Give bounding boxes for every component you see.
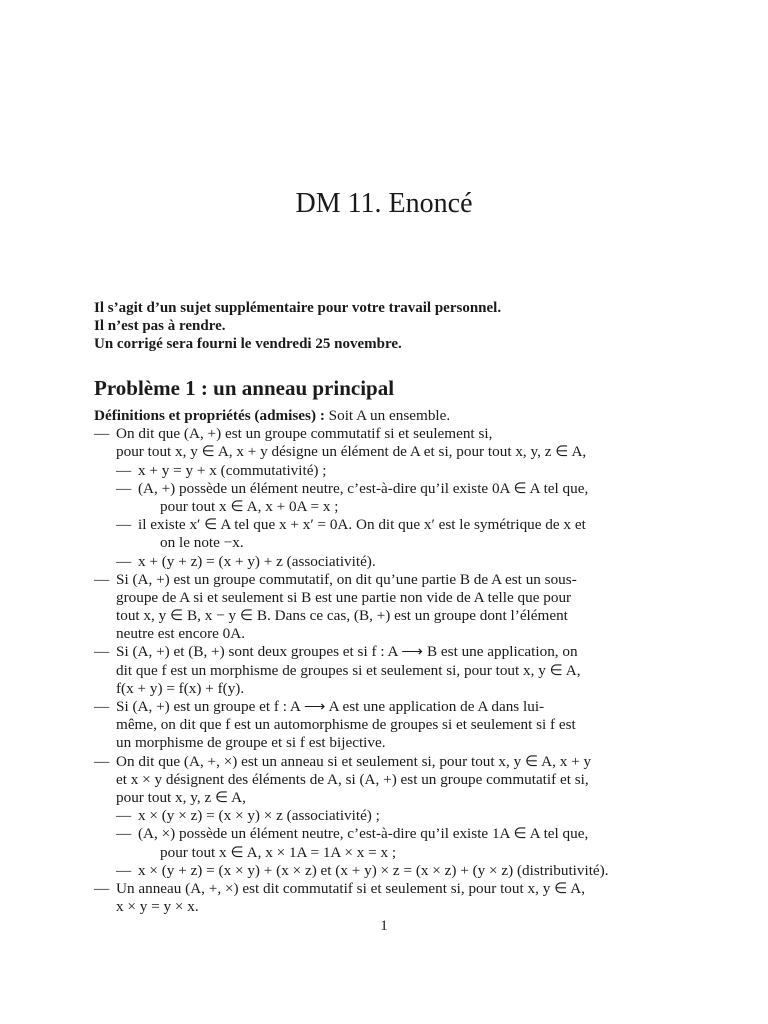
bullet-dash: —	[116, 825, 132, 843]
bullet-dash: —	[94, 698, 110, 715]
line-text: un morphisme de groupe et si f est bijective.	[116, 734, 386, 752]
line-text: x × (y + z) = (x × y) + (x × z) et (x + y) × z = (x × z) + (y × z) (distributivité).	[138, 861, 609, 879]
page-number: 1	[380, 918, 388, 934]
list-item-continuation	[94, 789, 666, 807]
bullet-dash: —	[94, 879, 110, 897]
list-item-continuation	[94, 898, 666, 916]
line-text: x + y = y + x (commutativité) ;	[138, 461, 327, 479]
line-text: et x × y désignent des éléments de A, si (A, +) est un groupe commutatif et si,	[116, 770, 589, 788]
bullet-dash: —	[94, 752, 110, 770]
bullet-dash: —	[116, 807, 132, 825]
intro-line: Il s’agit d’un sujet supplémentaire pour votre travail personnel.	[94, 300, 502, 316]
list-item-continuation	[94, 716, 666, 734]
intro-line: Il n’est pas à rendre.	[94, 318, 226, 334]
sub-list-item-continuation	[94, 534, 666, 552]
intro-line: Un corrigé sera fourni le vendredi 25 novembre.	[94, 336, 402, 352]
sub-list-item	[94, 807, 666, 825]
bullet-dash: —	[94, 570, 110, 588]
line-text: groupe de A si et seulement si B est une partie non vide de A telle que pour	[116, 588, 572, 606]
line-text: On dit que (A, +, ×) est un anneau si et seulement si, pour tout x, y ∈ A, x + y	[116, 752, 592, 770]
definitions-label: Définitions et propriétés (admises) :	[94, 407, 325, 424]
line-text: Si (A, +) est un groupe et f : A ⟶ A est une application de A dans lui-	[116, 698, 545, 715]
list-item	[94, 698, 666, 716]
line-text: même, on dit que f est un automorphisme de groupes si et seulement si f est	[116, 716, 576, 734]
bullet-dash: —	[116, 461, 132, 479]
line-text: x × (y × z) = (x × y) × z (associativité) ;	[138, 807, 380, 825]
bullet-dash: —	[116, 861, 132, 879]
line-text: neutre est encore 0A.	[116, 625, 246, 643]
sub-list-item	[94, 480, 666, 498]
list-item-continuation	[94, 607, 666, 625]
list-item	[94, 880, 666, 898]
sub-list-item	[94, 862, 666, 880]
list-item-continuation	[94, 662, 666, 680]
line-text: x × y = y × x.	[116, 898, 199, 916]
list-item-continuation	[94, 734, 666, 752]
sub-list-item	[94, 462, 666, 480]
definitions-lead: Soit A un ensemble.	[324, 407, 451, 424]
sub-list-item	[94, 825, 666, 843]
intro-notice	[94, 299, 674, 353]
list-item	[94, 571, 666, 589]
bullet-dash: —	[116, 479, 132, 497]
sub-list-item	[94, 516, 666, 534]
list-item-continuation	[94, 625, 666, 643]
line-text: pour tout x ∈ A, x + 0A = x ;	[160, 497, 339, 515]
line-text: tout x, y ∈ B, x − y ∈ B. Dans ce cas, (B, +) est un groupe dont l’élément	[116, 607, 568, 625]
bullet-dash: —	[116, 552, 132, 570]
bullet-dash: —	[94, 643, 110, 661]
line-text: (A, ×) possède un élément neutre, c’est-à-dire qu’il existe 1A ∈ A tel que,	[138, 825, 589, 843]
bullet-dash: —	[116, 516, 132, 534]
line-text: x + (y + z) = (x + y) + z (associativité).	[138, 552, 376, 570]
line-text: il existe x′ ∈ A tel que x + x′ = 0A. On dit que x′ est le symétrique de x et	[138, 516, 586, 534]
section-title: Problème 1 : un anneau principal	[94, 376, 395, 400]
list-item	[94, 753, 666, 771]
definitions-body	[94, 407, 666, 916]
list-item-continuation	[94, 680, 666, 698]
list-item	[94, 425, 666, 443]
line-text: (A, +) possède un élément neutre, c’est-à-dire qu’il existe 0A ∈ A tel que,	[138, 479, 589, 497]
line-text: Un anneau (A, +, ×) est dit commutatif si et seulement si, pour tout x, y ∈ A,	[116, 879, 586, 897]
document-title: DM 11. Enoncé	[295, 188, 473, 219]
line-text: Si (A, +) est un groupe commutatif, on dit qu’une partie B de A est un sous-	[116, 570, 577, 588]
line-text: pour tout x, y, z ∈ A,	[116, 788, 246, 806]
bullet-dash: —	[94, 425, 110, 443]
line-text: dit que f est un morphisme de groupes si et seulement si, pour tout x, y ∈ A,	[116, 661, 581, 679]
line-text: pour tout x, y ∈ A, x + y désigne un élément de A et si, pour tout x, y, z ∈ A,	[116, 443, 587, 461]
list-item-continuation	[94, 443, 666, 461]
list-item-continuation	[94, 589, 666, 607]
list-item-continuation	[94, 771, 666, 789]
line-text: on le note −x.	[160, 534, 244, 552]
line-text: On dit que (A, +) est un groupe commutatif si et seulement si,	[116, 425, 493, 443]
sub-list-item-continuation	[94, 844, 666, 862]
definitions-header	[94, 407, 666, 425]
line-text: pour tout x ∈ A, x × 1A = 1A × x = x ;	[160, 843, 397, 861]
sub-list-item-continuation	[94, 498, 666, 516]
list-item	[94, 643, 666, 661]
line-text: f(x + y) = f(x) + f(y).	[116, 679, 245, 697]
sub-list-item	[94, 553, 666, 571]
line-text: Si (A, +) et (B, +) sont deux groupes et si f : A ⟶ B est une application, on	[116, 643, 578, 661]
